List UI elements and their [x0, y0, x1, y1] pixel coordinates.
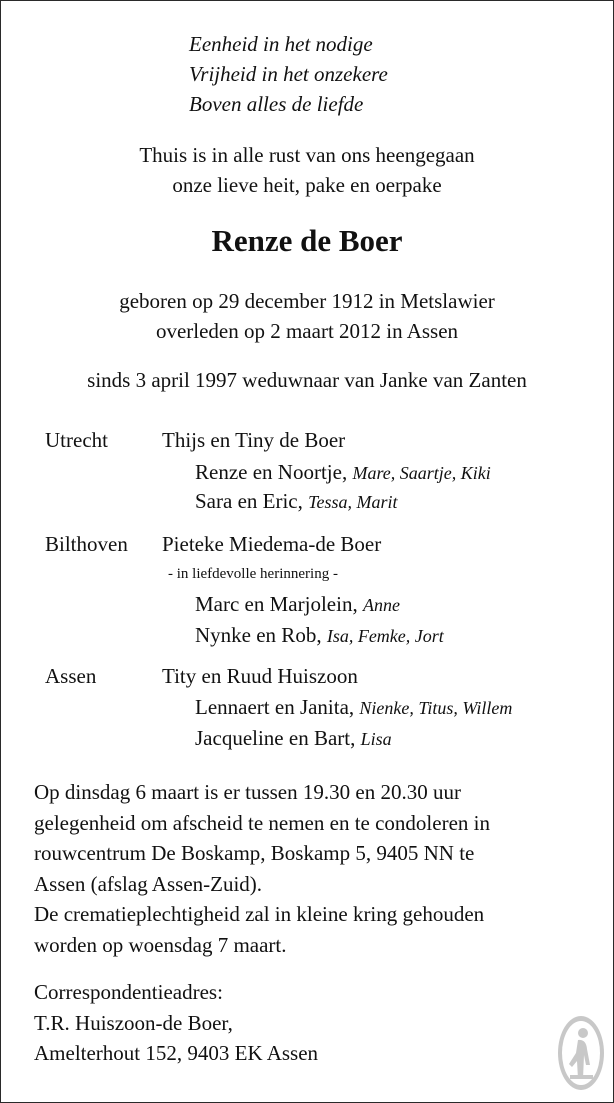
- born-line: geboren op 29 december 1912 in Metslawier: [119, 289, 495, 313]
- child-couple: Marc en Marjolein,: [195, 592, 358, 616]
- correspondence-address: Amelterhout 152, 9403 EK Assen: [34, 1041, 319, 1065]
- family-child: [195, 592, 400, 617]
- family-head-assen: Tity en Ruud Huiszoon: [162, 664, 358, 688]
- family-place-utrecht: Utrecht: [45, 428, 108, 452]
- grandchildren: Anne: [362, 595, 400, 615]
- family-head-utrecht: Thijs en Tiny de Boer: [162, 428, 346, 452]
- correspondence-name: T.R. Huiszoon-de Boer,: [34, 1010, 233, 1035]
- condolence-line: worden op woensdag 7 maart.: [34, 932, 287, 957]
- condolence-line: rouwcentrum De Boskamp, Boskamp 5, 9405 NN te: [34, 841, 475, 865]
- family-child: [195, 726, 392, 751]
- family-child: [195, 695, 512, 720]
- motto-line-2: Vrijheid in het onzekere: [189, 62, 388, 86]
- condolence-line: Op dinsdag 6 maart is er tussen 19.30 en 20.30 uur: [34, 780, 461, 804]
- condolence-line: Assen (afslag Assen-Zuid).: [34, 871, 263, 896]
- mourning-figure-seal-icon: [556, 1013, 606, 1093]
- child-couple: Nynke en Rob,: [195, 623, 322, 647]
- motto-line-1: Eenheid in het nodige: [189, 32, 373, 56]
- child-couple: Lennaert en Janita,: [195, 695, 355, 719]
- correspondence-block: [34, 977, 318, 1069]
- correspondence-heading: Correspondentieadres:: [34, 980, 223, 1004]
- child-couple: Renze en Noortje,: [195, 460, 348, 484]
- grandchildren: Nienke, Titus, Willem: [359, 698, 513, 718]
- intro-line-1: Thuis is in alle rust van ons heengegaan: [139, 143, 475, 167]
- family-head-bilthoven: Pieteke Miedema-de Boer: [162, 532, 382, 556]
- family-child: [195, 489, 397, 514]
- family-child: [195, 623, 444, 648]
- family-child: [195, 460, 491, 485]
- deceased-name: Renze de Boer: [211, 223, 403, 258]
- family-place-bilthoven: Bilthoven: [45, 532, 128, 556]
- condolence-line: gelegenheid om afscheid te nemen en te condoleren in: [34, 810, 490, 835]
- grandchildren: Lisa: [360, 729, 392, 749]
- child-couple: Jacqueline en Bart,: [195, 726, 356, 750]
- family-place-assen: Assen: [45, 664, 97, 688]
- motto-line-3: Boven alles de liefde: [189, 92, 364, 116]
- widower-line: sinds 3 april 1997 weduwnaar van Janke van Zanten: [87, 368, 527, 392]
- grandchildren: Mare, Saartje, Kiki: [352, 463, 491, 483]
- died-line: overleden op 2 maart 2012 in Assen: [155, 319, 459, 343]
- condolence-line: De crematieplechtigheid zal in kleine kring gehouden: [34, 902, 485, 926]
- condolence-paragraph: [34, 777, 490, 960]
- child-couple: Sara en Eric,: [195, 489, 303, 513]
- grandchildren: Isa, Femke, Jort: [326, 626, 444, 646]
- grandchildren: Tessa, Marit: [308, 492, 398, 512]
- memorial-note: - in liefdevolle herinnering -: [168, 566, 338, 582]
- intro-line-2: onze lieve heit, pake en oerpake: [172, 173, 442, 197]
